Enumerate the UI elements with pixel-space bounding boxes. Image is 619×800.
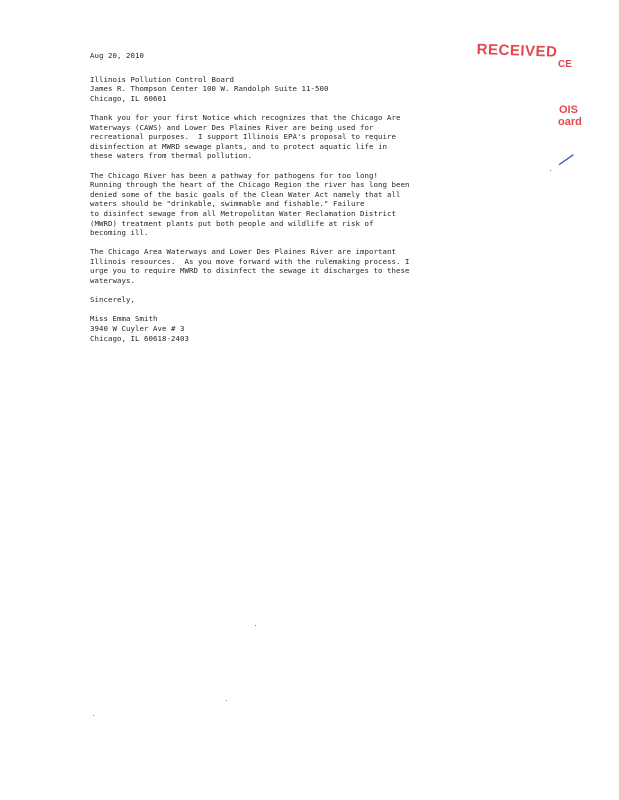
signature-name: Miss Emma Smith [90, 314, 158, 324]
recipient-line: Chicago, IL 60601 [90, 93, 167, 103]
paragraph-line: denied some of the basic goals of the Clean Water Act namely that all [90, 189, 401, 199]
recipient-address [90, 75, 490, 104]
letter-body [90, 51, 490, 353]
stamp-fragment-top: CE [558, 59, 572, 70]
signature-block [90, 314, 490, 343]
signature-address: 3940 W Cuyler Ave # 3 [90, 324, 185, 334]
received-stamp: RECEIVED [476, 41, 558, 61]
stamp-fragment-board: oard [558, 116, 582, 128]
paragraph-2 [90, 171, 490, 238]
paragraph-line: to disinfect sewage from all Metropolitan Water Reclamation District [90, 208, 396, 218]
stamp-fragment-ois: OIS [559, 104, 578, 116]
scan-speck [255, 625, 256, 626]
paragraph-line: Illinois resources. As you move forward with the rulemaking process. I [90, 256, 410, 266]
paragraph-line: (MWRD) treatment plants put both people and wildlife at risk of [90, 218, 374, 228]
paragraph-line: Waterways (CAWS) and Lower Des Plaines River are being used for [90, 122, 374, 132]
scan-speck [93, 715, 94, 716]
closing-line: Sincerely, [90, 295, 135, 305]
paragraph-line: waters should be "drinkable, swimmable and fishable." Failure [90, 199, 365, 209]
letter-date: Aug 20, 2010 [90, 51, 144, 60]
scan-speck [226, 700, 227, 701]
pen-mark-icon [558, 152, 576, 166]
paragraph-3 [90, 247, 490, 285]
paragraph-1 [90, 113, 490, 161]
signature-city: Chicago, IL 60618-2403 [90, 333, 189, 343]
recipient-line: James R. Thompson Center 100 W. Randolph Suite 11-500 [90, 84, 329, 94]
closing [90, 295, 490, 305]
scan-speck [550, 170, 551, 171]
paragraph-line: waterways. [90, 276, 135, 286]
paragraph-line: Running through the heart of the Chicago Region the river has long been [90, 180, 410, 190]
recipient-line: Illinois Pollution Control Board [90, 74, 234, 84]
paragraph-line: Thank you for your first Notice which recognizes that the Chicago Are [90, 112, 401, 122]
paragraph-line: disinfection at MWRD sewage plants, and to protect aquatic life in [90, 141, 387, 151]
paragraph-line: The Chicago River has been a pathway for pathogens for too long! [90, 170, 378, 180]
paragraph-line: urge you to require MWRD to disinfect the sewage it discharges to these [90, 266, 410, 276]
paragraph-line: The Chicago Area Waterways and Lower Des Plaines River are important [90, 247, 396, 257]
paragraph-line: becoming ill. [90, 228, 149, 238]
paragraph-line: recreational purposes. I support Illinois EPA's proposal to require [90, 132, 396, 142]
paragraph-line: these waters from thermal pollution. [90, 151, 252, 161]
